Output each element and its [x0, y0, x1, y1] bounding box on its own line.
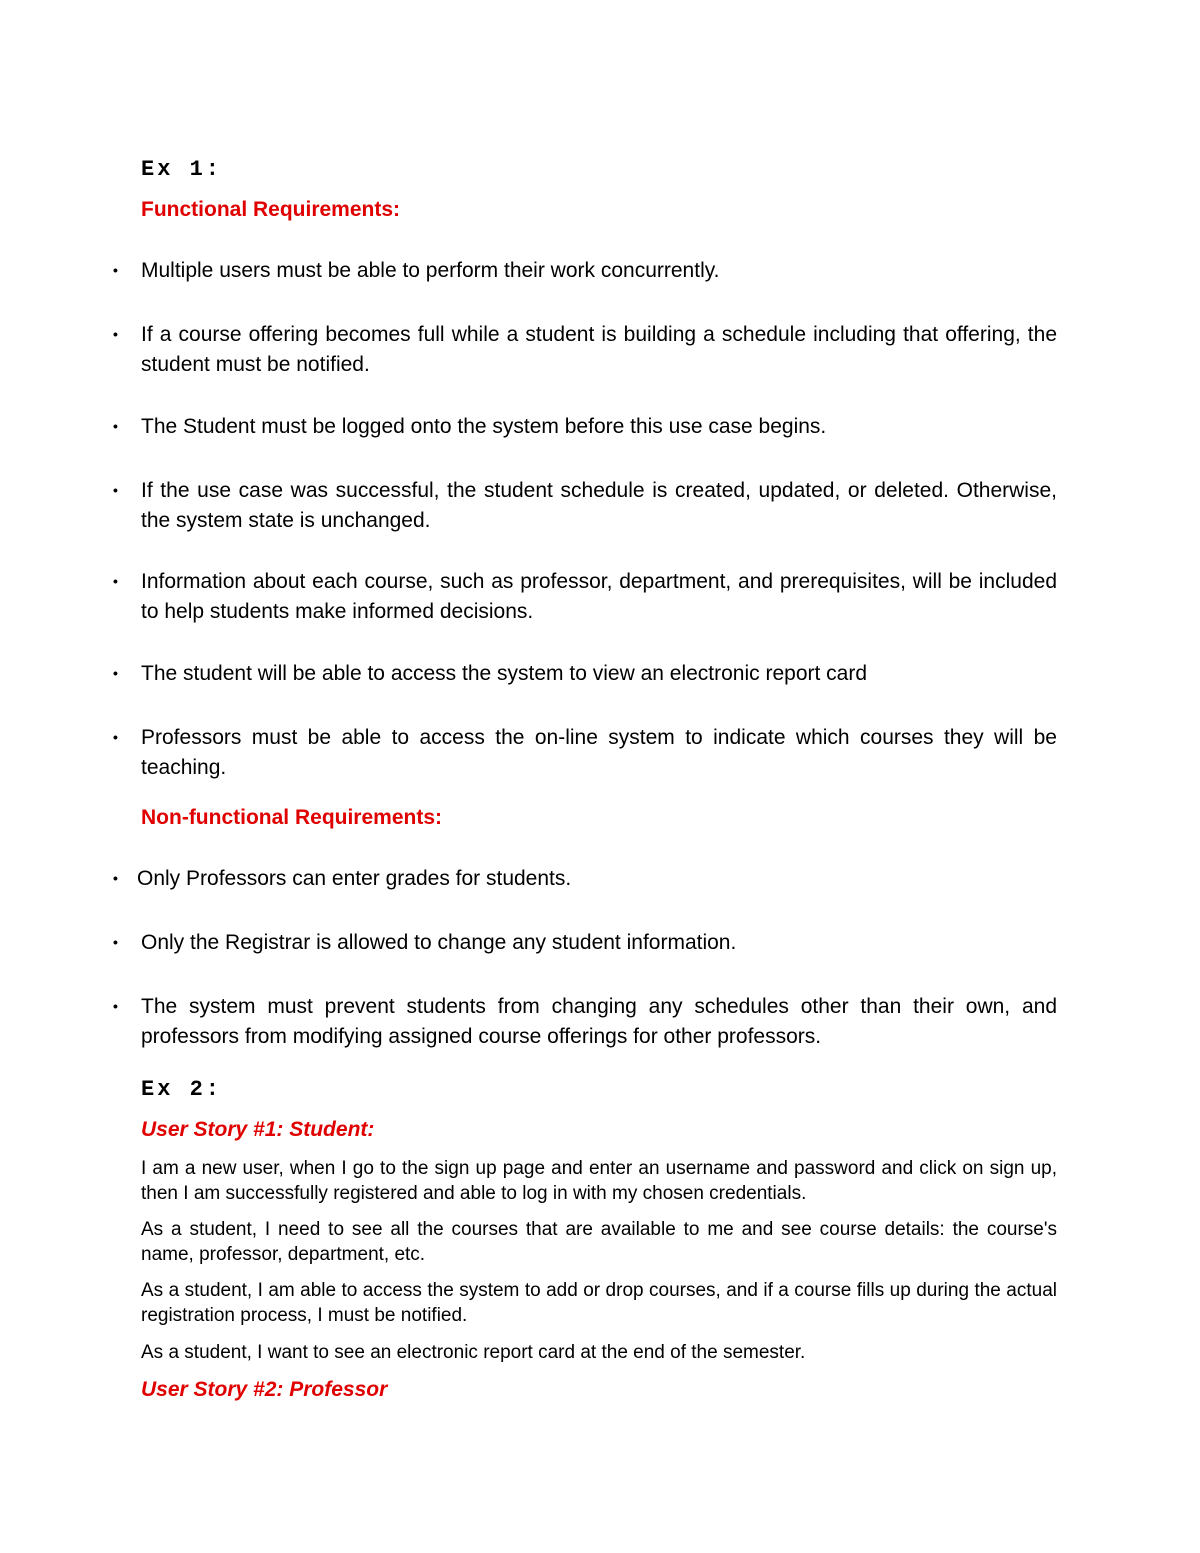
nonfunctional-item: Only the Registrar is allowed to change any student information. — [141, 931, 737, 954]
functional-item: If the use case was successful, the student schedule is created, updated, or deleted. Otherwise, the system state is unchanged. — [141, 479, 1057, 532]
bullet-icon: • — [113, 934, 118, 950]
functional-requirements-title: Functional Requirements: — [141, 198, 401, 221]
nonfunctional-item: Only Professors can enter grades for students. — [137, 867, 572, 890]
bullet-icon: • — [113, 729, 118, 745]
user-story-item: As a student, I am able to access the system to add or drop courses, and if a course fills up during the actual registration process, I must be notified. — [141, 1280, 1057, 1326]
ex1-heading: Ex 1: — [141, 157, 223, 182]
bullet-icon: • — [113, 262, 118, 278]
user-story-item: As a student, I want to see an electronic report card at the end of the semester. — [141, 1342, 806, 1363]
functional-item: Professors must be able to access the on-line system to indicate which courses they will be teaching. — [141, 726, 1057, 779]
bullet-icon: • — [113, 870, 118, 886]
bullet-icon: • — [113, 418, 118, 434]
functional-item: The student will be able to access the system to view an electronic report card — [141, 662, 868, 685]
functional-item: The Student must be logged onto the system before this use case begins. — [141, 415, 827, 438]
bullet-icon: • — [113, 665, 118, 681]
functional-item: Multiple users must be able to perform their work concurrently. — [141, 259, 720, 282]
bullet-icon: • — [113, 482, 118, 498]
bullet-icon: • — [113, 998, 118, 1014]
functional-item: If a course offering becomes full while a student is building a schedule including that offering, the student must be notified. — [141, 323, 1057, 376]
user-story-2-title: User Story #2: Professor — [141, 1378, 388, 1401]
bullet-icon: • — [113, 573, 118, 589]
nonfunctional-requirements-title: Non-functional Requirements: — [141, 806, 443, 829]
user-story-1-title: User Story #1: Student: — [141, 1118, 375, 1141]
ex2-heading: Ex 2: — [141, 1077, 223, 1102]
user-story-item: As a student, I need to see all the courses that are available to me and see course details: the course's name, professor, department, etc. — [141, 1219, 1057, 1265]
functional-item: Information about each course, such as professor, department, and prerequisites, will be included to help students make informed decisions. — [141, 570, 1057, 623]
user-story-item: I am a new user, when I go to the sign up page and enter an username and password and click on sign up, then I am successfully registered and able to log in with my chosen credentials. — [141, 1158, 1057, 1204]
bullet-icon: • — [113, 326, 118, 342]
nonfunctional-item: The system must prevent students from changing any schedules other than their own, and professors from modifying assigned course offerings for other professors. — [141, 995, 1057, 1048]
